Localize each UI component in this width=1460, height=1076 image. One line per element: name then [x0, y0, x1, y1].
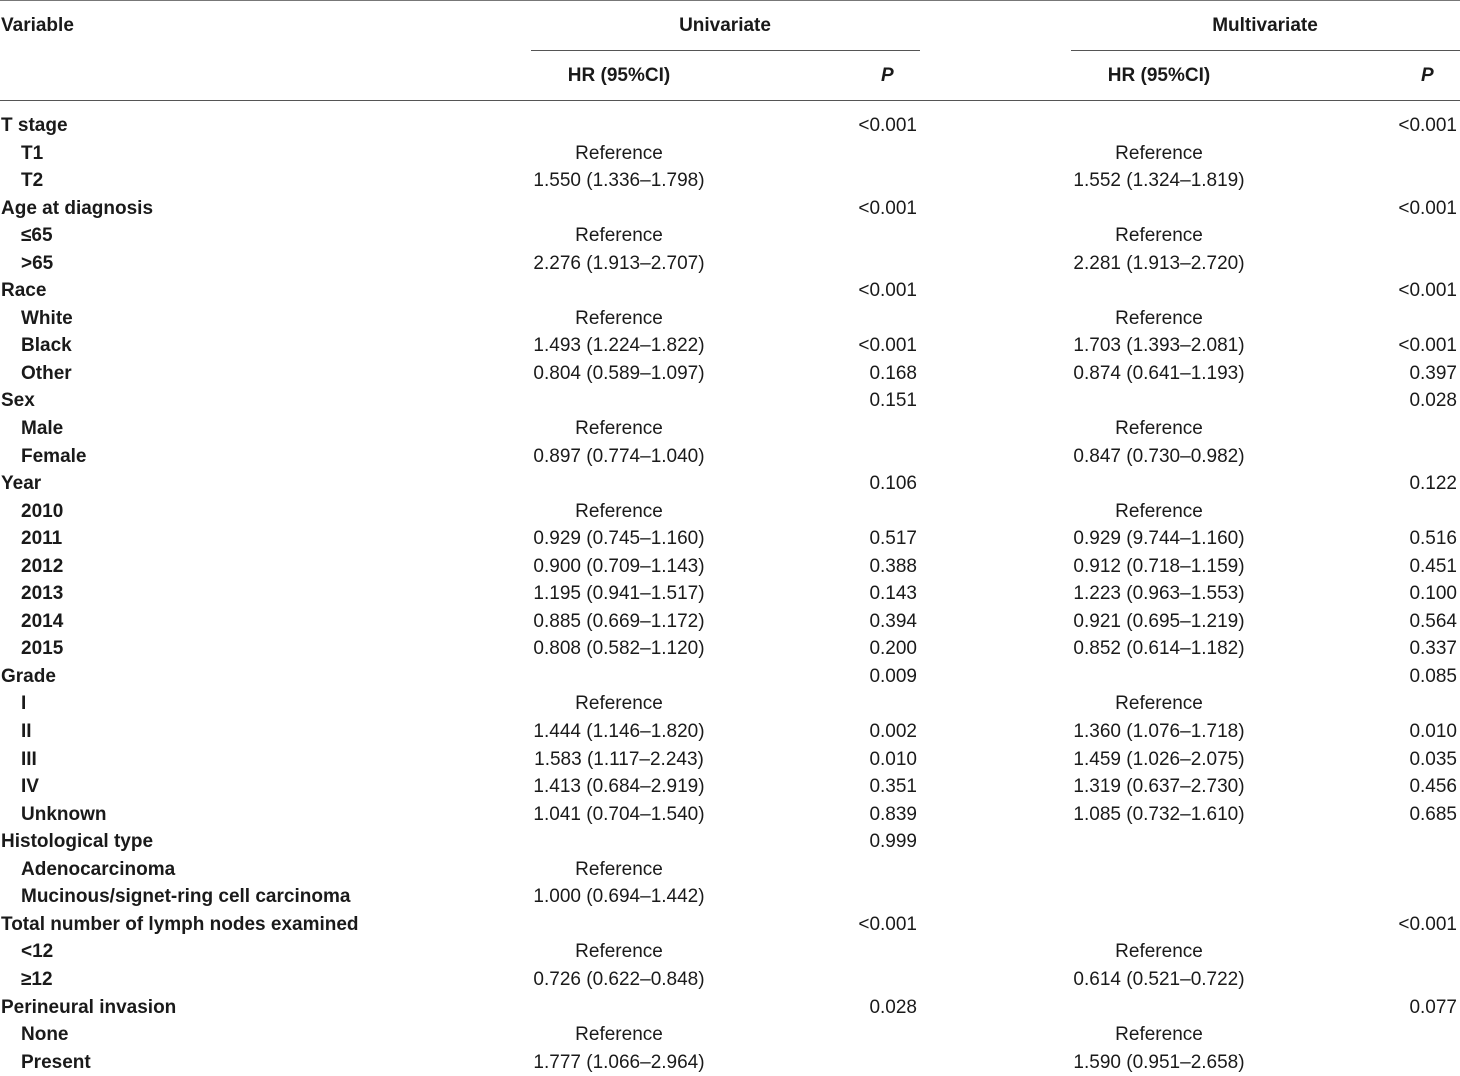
multivariate-hr-cell: 1.319 (0.637–2.730): [1073, 776, 1245, 798]
row-label: T1: [21, 142, 44, 164]
multivariate-hr-cell: 0.921 (0.695–1.219): [1073, 610, 1245, 632]
multivariate-p-cell: 0.451: [1409, 555, 1457, 577]
univariate-p-cell: 0.999: [869, 831, 917, 853]
univariate-p-cell: <0.001: [858, 115, 917, 136]
multivariate-p-cell: 0.456: [1409, 776, 1457, 798]
multivariate-hr-cell: 0.912 (0.718–1.159): [1073, 555, 1245, 577]
row-label: 2014: [21, 610, 64, 632]
row-label: Total number of lymph nodes examined: [1, 913, 359, 935]
univariate-hr-cell: Reference: [575, 941, 663, 963]
univariate-p-cell: <0.001: [858, 335, 917, 357]
row-label: 2012: [21, 555, 64, 577]
header-multivariate-hr: HR (95%CI): [1107, 65, 1211, 86]
multivariate-hr-cell: Reference: [1115, 142, 1203, 164]
table-row: [0, 580, 1460, 608]
row-label: Present: [21, 1051, 91, 1073]
table-row: [0, 718, 1460, 746]
row-label: IV: [21, 776, 39, 798]
multivariate-p-cell: 0.010: [1409, 721, 1457, 743]
table-top-rule: [0, 0, 1460, 1]
univariate-p-cell: 0.106: [869, 473, 917, 495]
table-row: [0, 635, 1460, 663]
univariate-span-rule: [531, 50, 920, 51]
multivariate-hr-cell: Reference: [1115, 225, 1203, 247]
univariate-p-cell: 0.143: [869, 583, 917, 605]
table-row: [0, 746, 1460, 774]
multivariate-hr-cell: 1.085 (0.732–1.610): [1073, 803, 1245, 825]
univariate-p-cell: 0.394: [869, 610, 917, 632]
row-label: Mucinous/signet-ring cell carcinoma: [21, 886, 351, 908]
row-label: Grade: [1, 665, 56, 687]
univariate-hr-cell: 0.808 (0.582–1.120): [533, 638, 705, 660]
univariate-hr-cell: Reference: [575, 858, 663, 880]
table-row: [0, 387, 1460, 415]
multivariate-p-cell: 0.077: [1409, 996, 1457, 1018]
multivariate-hr-cell: 0.847 (0.730–0.982): [1073, 445, 1245, 467]
multivariate-span-rule: [1071, 50, 1460, 51]
table-row: [0, 856, 1460, 884]
table-row: [0, 140, 1460, 168]
row-label: II: [21, 721, 32, 743]
multivariate-hr-cell: Reference: [1115, 693, 1203, 715]
univariate-p-cell: <0.001: [858, 913, 917, 935]
multivariate-hr-cell: Reference: [1115, 1024, 1203, 1046]
univariate-hr-cell: 0.929 (0.745–1.160): [533, 528, 705, 550]
univariate-hr-cell: 0.900 (0.709–1.143): [533, 555, 705, 577]
univariate-hr-cell: Reference: [575, 1024, 663, 1046]
row-label: >65: [21, 252, 54, 274]
multivariate-hr-cell: Reference: [1115, 307, 1203, 329]
multivariate-p-cell: <0.001: [1398, 197, 1457, 219]
row-label: Age at diagnosis: [1, 197, 154, 219]
row-label: Histological type: [1, 831, 154, 853]
univariate-p-cell: 0.151: [869, 390, 917, 412]
table-row: [0, 415, 1460, 443]
univariate-hr-cell: 0.804 (0.589–1.097): [533, 362, 705, 384]
multivariate-hr-cell: 1.552 (1.324–1.819): [1073, 170, 1245, 192]
table-row: [0, 801, 1460, 829]
multivariate-p-cell: <0.001: [1398, 280, 1457, 302]
table-body: [0, 112, 1460, 1076]
univariate-p-cell: <0.001: [858, 197, 917, 219]
table-row: [0, 883, 1460, 911]
row-label: I: [21, 693, 27, 715]
multivariate-hr-cell: 1.360 (1.076–1.718): [1073, 721, 1245, 743]
multivariate-hr-cell: Reference: [1115, 418, 1203, 440]
multivariate-hr-cell: 0.614 (0.521–0.722): [1073, 968, 1245, 990]
univariate-hr-cell: Reference: [575, 418, 663, 440]
multivariate-p-cell: 0.028: [1409, 390, 1457, 412]
multivariate-p-cell: 0.122: [1409, 473, 1457, 495]
table-row: [0, 525, 1460, 553]
univariate-hr-cell: 1.583 (1.117–2.243): [534, 748, 704, 770]
univariate-hr-cell: Reference: [575, 500, 663, 522]
multivariate-p-cell: 0.397: [1409, 362, 1457, 384]
table-row: [0, 1021, 1460, 1049]
multivariate-hr-cell: Reference: [1115, 941, 1203, 963]
table-row: [0, 690, 1460, 718]
univariate-hr-cell: 1.041 (0.704–1.540): [533, 803, 705, 825]
multivariate-p-cell: 0.337: [1409, 638, 1457, 660]
header-bottom-rule: [0, 100, 1460, 101]
univariate-hr-cell: 1.777 (1.066–2.964): [533, 1051, 705, 1073]
multivariate-p-cell: <0.001: [1398, 335, 1457, 357]
row-label: 2013: [21, 583, 64, 605]
univariate-p-cell: 0.200: [869, 638, 917, 660]
univariate-p-cell: <0.001: [858, 280, 917, 302]
univariate-p-cell: 0.839: [869, 803, 917, 825]
row-label: 2015: [21, 638, 64, 660]
univariate-hr-cell: 1.000 (0.694–1.442): [533, 886, 705, 908]
header-univariate-p: P: [881, 65, 894, 86]
table-row: [0, 195, 1460, 223]
row-label: 2010: [21, 500, 64, 522]
header-univariate-hr: HR (95%CI): [567, 65, 671, 86]
univariate-hr-cell: 1.444 (1.146–1.820): [533, 721, 705, 743]
univariate-p-cell: 0.517: [869, 528, 917, 550]
table-row: [0, 1049, 1460, 1076]
row-label: Other: [21, 362, 72, 384]
row-label: Black: [21, 335, 72, 357]
multivariate-hr-cell: 0.874 (0.641–1.193): [1073, 362, 1245, 384]
univariate-p-cell: 0.028: [869, 996, 917, 1018]
multivariate-hr-cell: 0.929 (9.744–1.160): [1073, 528, 1245, 550]
multivariate-hr-cell: 1.590 (0.951–2.658): [1073, 1051, 1245, 1073]
table-row: [0, 167, 1460, 195]
univariate-p-cell: 0.010: [869, 748, 917, 770]
univariate-hr-cell: 0.885 (0.669–1.172): [533, 610, 705, 632]
table-row: [0, 966, 1460, 994]
row-label: Perineural invasion: [1, 996, 177, 1018]
univariate-hr-cell: 1.493 (1.224–1.822): [533, 335, 705, 357]
multivariate-p-cell: 0.085: [1409, 665, 1457, 687]
univariate-hr-cell: Reference: [575, 693, 663, 715]
univariate-hr-cell: 0.726 (0.622–0.848): [533, 968, 705, 990]
univariate-hr-cell: 1.195 (0.941–1.517): [533, 583, 705, 605]
univariate-hr-cell: Reference: [575, 225, 663, 247]
univariate-hr-cell: 2.276 (1.913–2.707): [533, 252, 705, 274]
univariate-hr-cell: Reference: [575, 307, 663, 329]
table-row: [0, 250, 1460, 278]
row-label: <12: [21, 941, 54, 963]
univariate-p-cell: 0.351: [869, 776, 917, 798]
table-row: [0, 498, 1460, 526]
row-label: Year: [1, 473, 42, 495]
header-multivariate-p: P: [1421, 65, 1434, 86]
multivariate-p-cell: 0.516: [1409, 528, 1457, 550]
table-row: [0, 222, 1460, 250]
row-label: None: [21, 1024, 69, 1046]
multivariate-hr-cell: 0.852 (0.614–1.182): [1073, 638, 1245, 660]
row-label: Female: [21, 445, 87, 467]
table-row: [0, 360, 1460, 388]
row-label: Male: [21, 418, 64, 440]
multivariate-p-cell: 0.685: [1409, 803, 1457, 825]
multivariate-p-cell: 0.035: [1409, 748, 1457, 770]
table-row: [0, 663, 1460, 691]
header-univariate: Univariate: [679, 15, 771, 36]
table-row: [0, 911, 1460, 939]
row-label: 2011: [21, 528, 63, 550]
multivariate-p-cell: 0.100: [1409, 583, 1457, 605]
table-row: [0, 938, 1460, 966]
table-row: [0, 773, 1460, 801]
univariate-p-cell: 0.168: [869, 362, 917, 384]
univariate-hr-cell: 0.897 (0.774–1.040): [533, 445, 705, 467]
univariate-hr-cell: 1.550 (1.336–1.798): [533, 170, 705, 192]
univariate-p-cell: 0.009: [869, 665, 917, 687]
table-row: [0, 994, 1460, 1022]
multivariate-hr-cell: 1.459 (1.026–2.075): [1073, 748, 1245, 770]
table-row: [0, 828, 1460, 856]
table-row: [0, 608, 1460, 636]
table-row: [0, 277, 1460, 305]
row-label: Unknown: [21, 803, 107, 825]
header-variable: Variable: [1, 15, 74, 36]
univariate-hr-cell: Reference: [575, 142, 663, 164]
multivariate-p-cell: <0.001: [1398, 913, 1457, 935]
multivariate-p-cell: <0.001: [1398, 115, 1457, 136]
table-row: [0, 470, 1460, 498]
univariate-hr-cell: 1.413 (0.684–2.919): [533, 776, 705, 798]
table-row: [0, 332, 1460, 360]
univariate-p-cell: 0.002: [869, 721, 917, 743]
row-label: III: [21, 748, 37, 770]
row-label: ≥12: [21, 968, 53, 990]
multivariate-p-cell: 0.564: [1409, 610, 1457, 632]
table-row: [0, 553, 1460, 581]
row-label: T2: [21, 170, 44, 192]
table-row: [0, 305, 1460, 333]
row-label: White: [21, 307, 73, 329]
multivariate-hr-cell: 2.281 (1.913–2.720): [1073, 252, 1245, 274]
multivariate-hr-cell: 1.703 (1.393–2.081): [1073, 335, 1245, 357]
multivariate-hr-cell: Reference: [1115, 500, 1203, 522]
row-label: T stage: [1, 115, 68, 136]
univariate-p-cell: 0.388: [869, 555, 917, 577]
row-label: Adenocarcinoma: [21, 858, 176, 880]
multivariate-hr-cell: 1.223 (0.963–1.553): [1073, 583, 1245, 605]
table-row: [0, 443, 1460, 471]
header-multivariate: Multivariate: [1212, 15, 1318, 36]
row-label: ≤65: [21, 225, 53, 247]
table-row: [0, 112, 1460, 140]
row-label: Sex: [1, 390, 35, 412]
row-label: Race: [1, 280, 47, 302]
